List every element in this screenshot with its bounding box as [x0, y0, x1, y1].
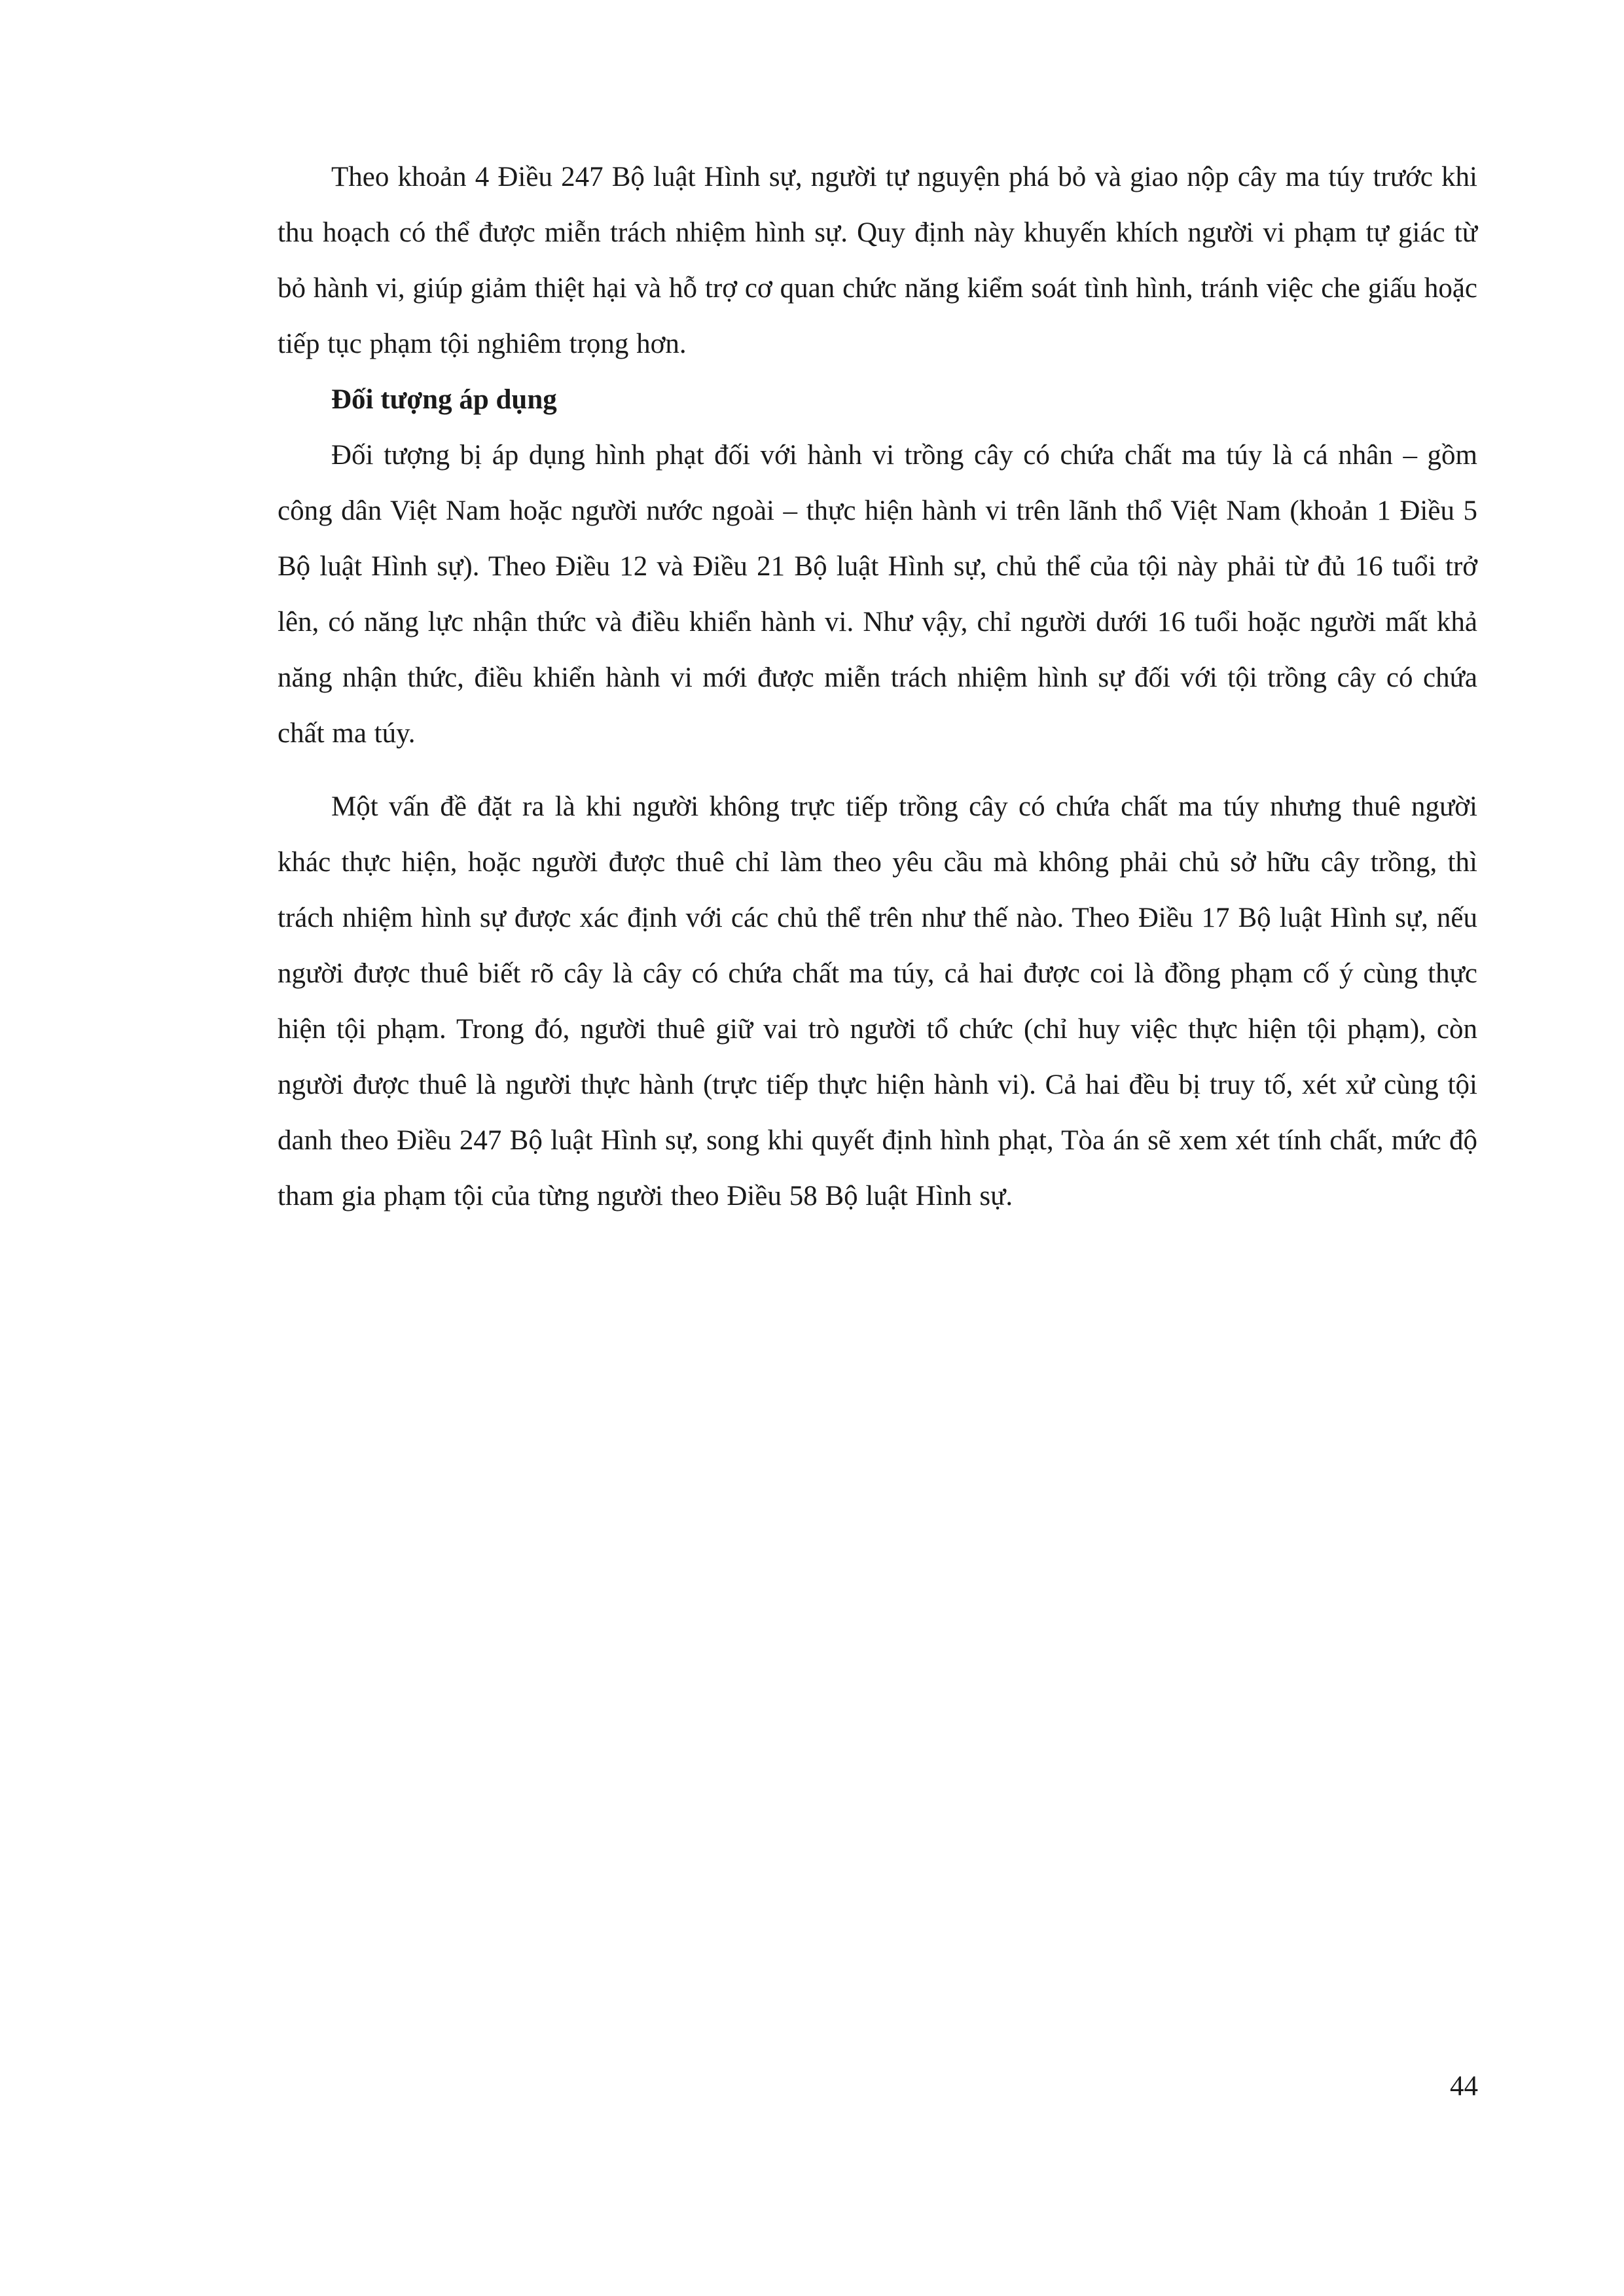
section-heading: Đối tượng áp dụng [331, 384, 557, 415]
paragraph-exemption: Theo khoản 4 Điều 247 Bộ luật Hình sự, người tự nguyện phá bỏ và giao nộp cây ma túy trước khi thu hoạch có thể được miễn trách nhiệm hình sự. Quy định này khuyến khích người vi phạm tự giác từ bỏ hành vi, giúp giảm thiệt hại và hỗ trợ cơ quan chức năng kiểm soát tình hình, tránh việc che giấu hoặc tiếp tục phạm tội nghiêm trọng hơn. [278, 162, 1477, 359]
paragraph-subjects: Đối tượng bị áp dụng hình phạt đối với hành vi trồng cây có chứa chất ma túy là cá nhân – gồm công dân Việt Nam hoặc người nước ngoài – thực hiện hành vi trên lãnh thổ Việt Nam (khoản 1 Điều 5 Bộ luật Hình sự). Theo Điều 12 và Điều 21 Bộ luật Hình sự, chủ thể của tội này phải từ đủ 16 tuổi trở lên, có năng lực nhận thức và điều khiển hành vi. Như vậy, chỉ người dưới 16 tuổi hoặc người mất khả năng nhận thức, điều khiển hành vi mới được miễn trách nhiệm hình sự đối với tội trồng cây có chứa chất ma túy. [278, 440, 1477, 749]
page-content [278, 149, 1477, 1224]
paragraph-gap [278, 761, 1477, 779]
paragraph-accomplice: Một vấn đề đặt ra là khi người không trực tiếp trồng cây có chứa chất ma túy nhưng thuê người khác thực hiện, hoặc người được thuê chỉ làm theo yêu cầu mà không phải chủ sở hữu cây trồng, thì trách nhiệm hình sự được xác định với các chủ thể trên như thế nào. Theo Điều 17 Bộ luật Hình sự, nếu người được thuê biết rõ cây là cây có chứa chất ma túy, cả hai được coi là đồng phạm cố ý cùng thực hiện tội phạm. Trong đó, người thuê giữ vai trò người tổ chức (chỉ huy việc thực hiện tội phạm), còn người được thuê là người thực hành (trực tiếp thực hiện hành vi). Cả hai đều bị truy tố, xét xử cùng tội danh theo Điều 247 Bộ luật Hình sự, song khi quyết định hình phạt, Tòa án sẽ xem xét tính chất, mức độ tham gia phạm tội của từng người theo Điều 58 Bộ luật Hình sự. [278, 791, 1477, 1211]
page-number: 44 [1450, 2071, 1478, 2102]
